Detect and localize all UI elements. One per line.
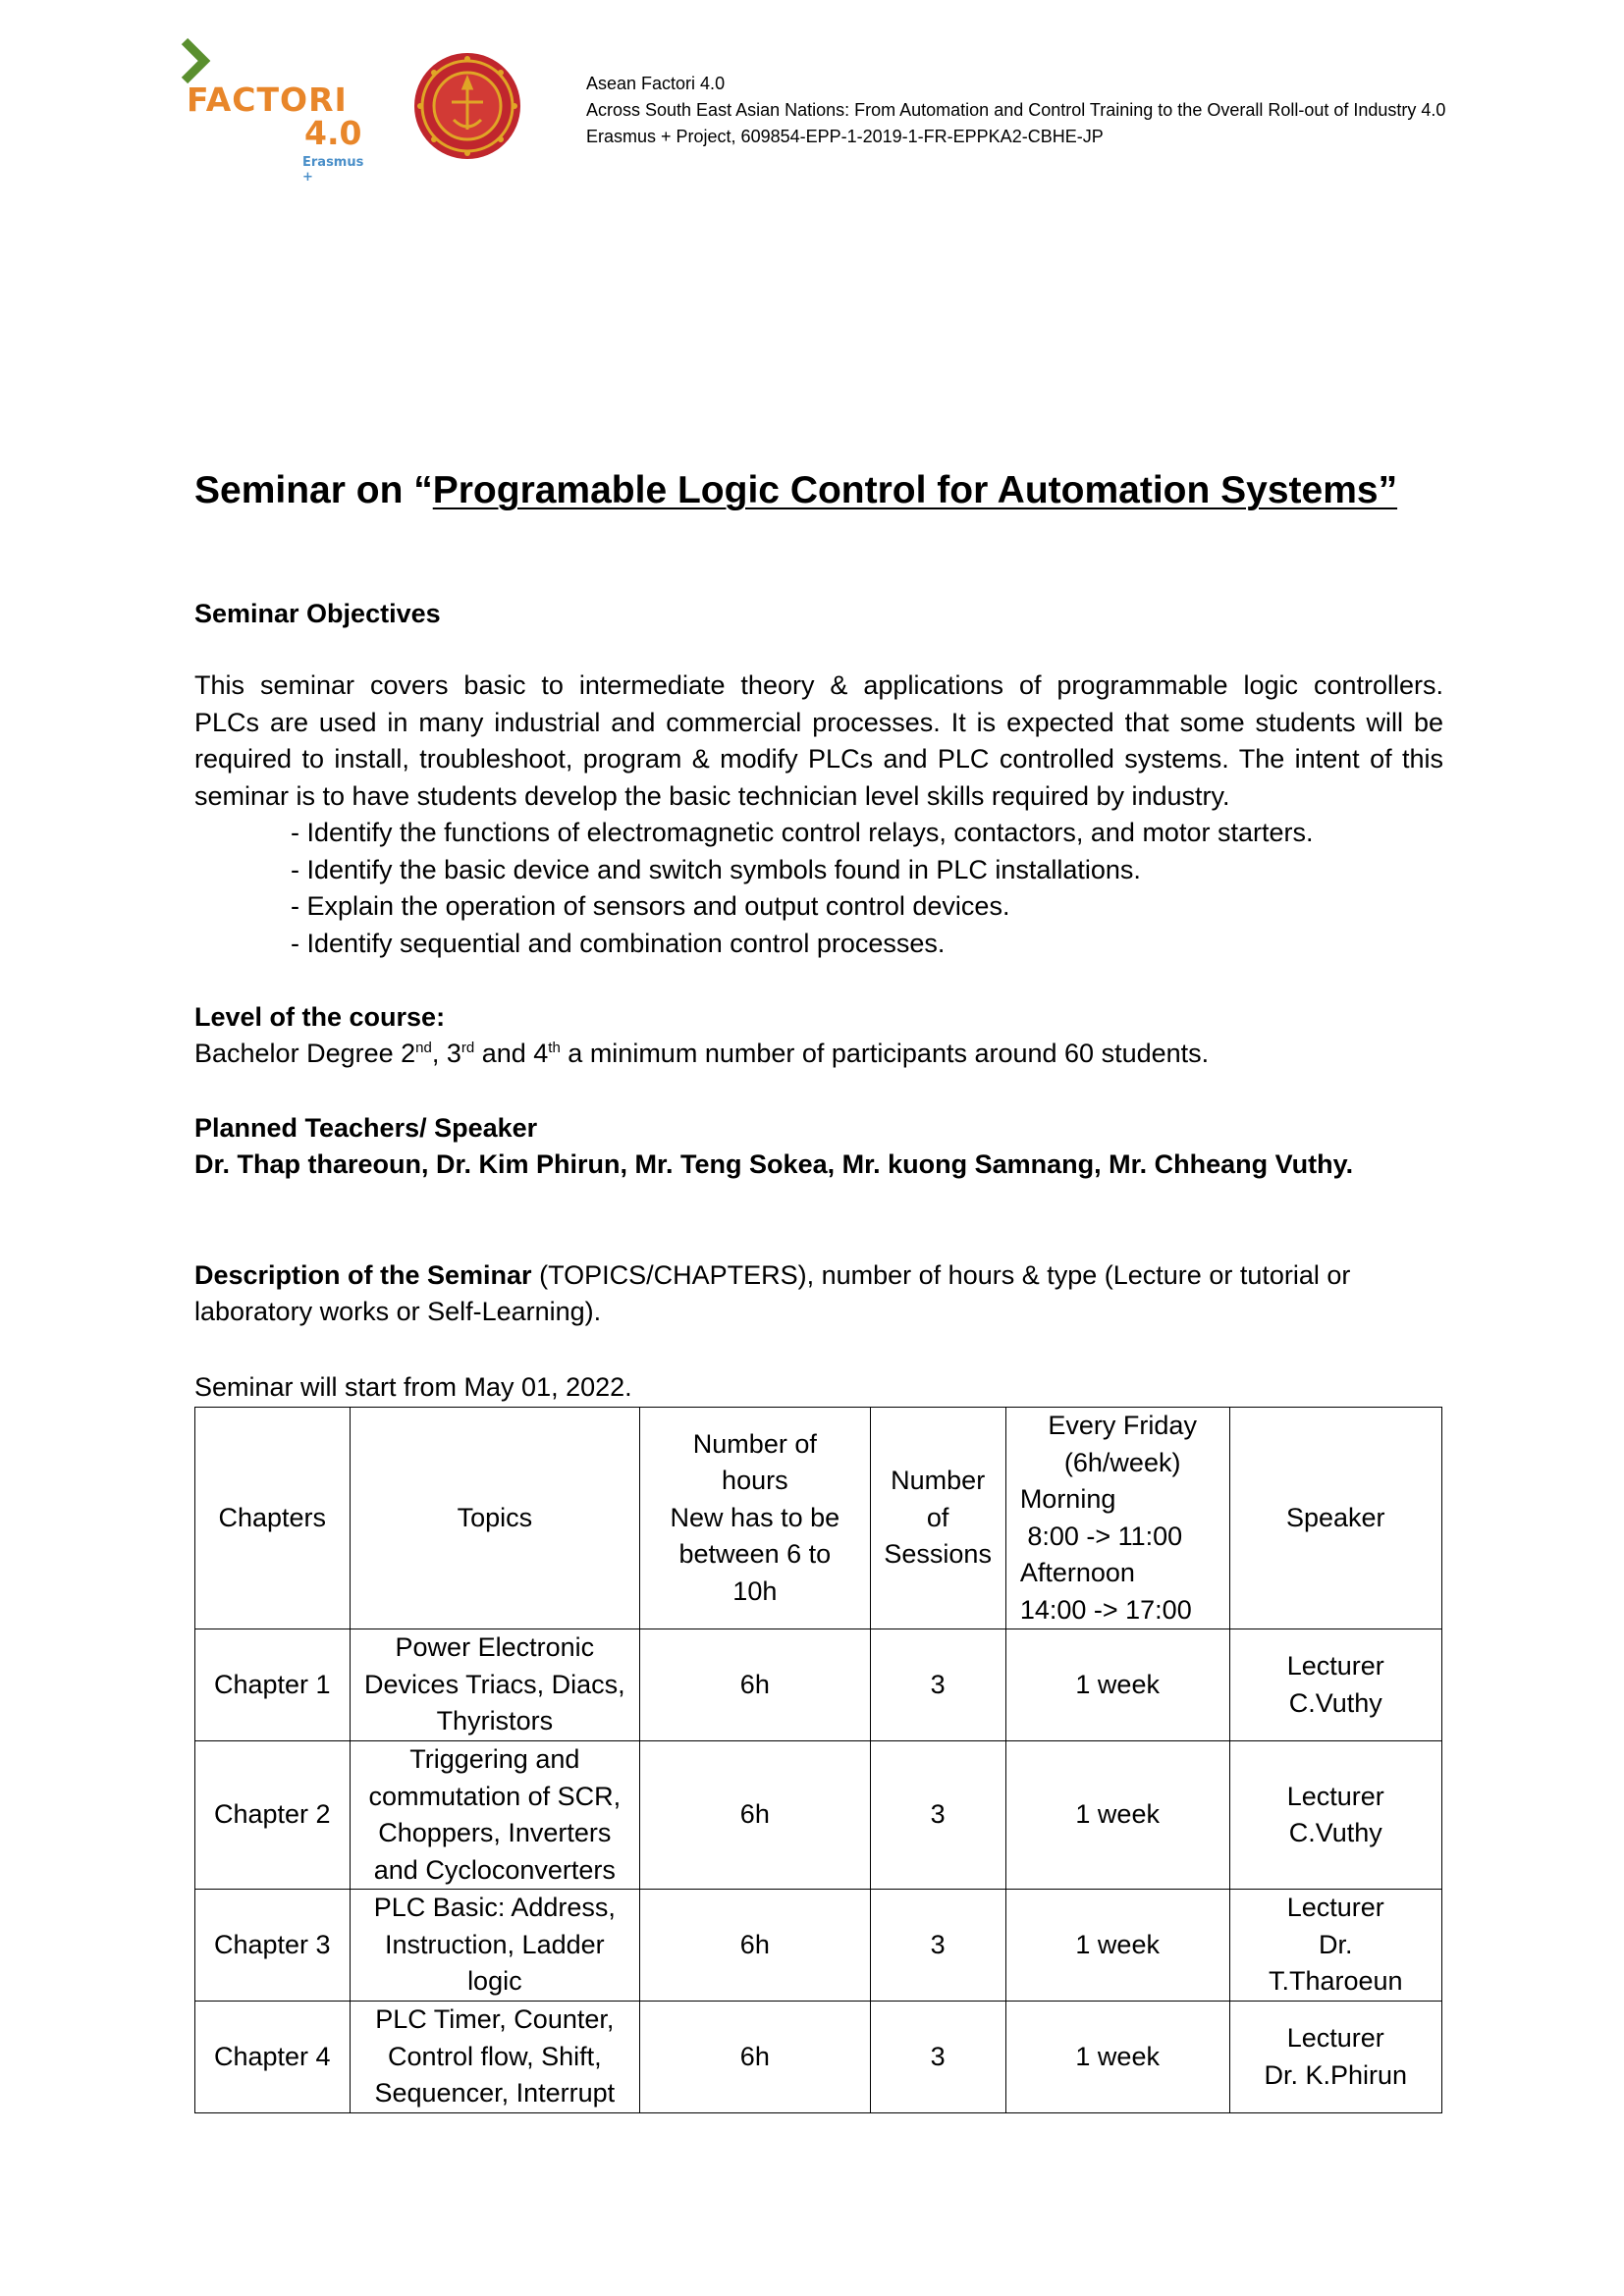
header-chapters: Chapters (195, 1408, 351, 1629)
cell-chapter: Chapter 4 (195, 2002, 351, 2113)
cell-chapter: Chapter 2 (195, 1741, 351, 1890)
chevron-right-icon (179, 37, 212, 84)
description-line: Description of the Seminar (TOPICS/CHAPTERS), number of hours & type (Lecture or tutorial or (194, 1260, 1351, 1290)
cell-speaker: Lecturer Dr. T.Tharoeun (1229, 1890, 1441, 2002)
schedule-table (194, 1407, 1442, 2113)
header-speaker: Speaker (1229, 1408, 1441, 1629)
cell-duration: 1 week (1005, 1741, 1229, 1890)
table-row (195, 1890, 1442, 2002)
cell-topic: Power Electronic Devices Triacs, Diacs, Thyristors (350, 1629, 640, 1741)
header-hours: Number of hours New has to be between 6 to 10h (640, 1408, 870, 1629)
start-date: Seminar will start from May 01, 2022. (194, 1372, 632, 1402)
cell-duration: 1 week (1005, 2002, 1229, 2113)
header-line: Asean Factori 4.0 (586, 74, 726, 93)
teachers-heading: Planned Teachers/ Speaker (194, 1113, 538, 1143)
teachers-names: Dr. Thap thareoun, Dr. Kim Phirun, Mr. Teng Sokea, Mr. kuong Samnang, Mr. Chheang Vuthy. (194, 1149, 1354, 1179)
cell-topic: PLC Basic: Address, Instruction, Ladder logic (350, 1890, 640, 2002)
cell-chapter: Chapter 1 (195, 1629, 351, 1741)
list-item: - Identify the basic device and switch symbols found in PLC installations. (291, 854, 1141, 884)
table-row (195, 1629, 1442, 1741)
objectives-paragraph (194, 667, 1443, 815)
title-main: Programable Logic Control for Automation Systems” (432, 469, 1398, 511)
paragraph-line: seminar is to have students develop the basic technician level skills required by industry. (194, 780, 1230, 811)
cell-hours: 6h (640, 2002, 870, 2113)
description-line: laboratory works or Self-Learning). (194, 1297, 602, 1326)
header-line: Across South East Asian Nations: From Automation and Control Training to the Overall Roll-out of Industry 4.0 (586, 100, 1446, 120)
project-header (586, 71, 1445, 150)
cell-duration: 1 week (1005, 1890, 1229, 2002)
level-text: Bachelor Degree 2nd, 3rd and 4th a minimum number of participants around 60 students. (194, 1039, 1210, 1068)
paragraph-line: This seminar covers basic to intermediate theory & applications of programmable logic controllers. (194, 670, 1443, 700)
cell-sessions: 3 (870, 2002, 1005, 2113)
institution-seal-icon (412, 51, 522, 161)
factori-logo (179, 35, 375, 185)
header-schedule: Every Friday (6h/week) Morning 8:00 -> 11:00 Afternoon 14:00 -> 17:00 (1005, 1408, 1229, 1629)
header-sessions: Number of Sessions (870, 1408, 1005, 1629)
logo-version: 4.0 (304, 114, 362, 152)
list-item: - Identify the functions of electromagnetic control relays, contactors, and motor starters. (291, 818, 1314, 847)
cell-sessions: 3 (870, 1629, 1005, 1741)
cell-speaker: Lecturer Dr. K.Phirun (1229, 2002, 1441, 2113)
cell-hours: 6h (640, 1741, 870, 1890)
header-line: Erasmus + Project, 609854-EPP-1-2019-1-FR-EPPKA2-CBHE-JP (586, 127, 1104, 146)
cell-chapter: Chapter 3 (195, 1890, 351, 2002)
cell-hours: 6h (640, 1629, 870, 1741)
cell-duration: 1 week (1005, 1629, 1229, 1741)
seminar-title (194, 469, 1397, 512)
cell-speaker: Lecturer C.Vuthy (1229, 1629, 1441, 1741)
paragraph-line: required to install, troubleshoot, program & modify PLCs and PLC controlled systems. The intent of this (194, 744, 1443, 774)
cell-topic: Triggering and commutation of SCR, Choppers, Inverters and Cycloconverters (350, 1741, 640, 1890)
cell-sessions: 3 (870, 1741, 1005, 1890)
list-item: - Explain the operation of sensors and output control devices. (291, 891, 1010, 921)
logo-word: FACTORI (187, 80, 348, 119)
cell-hours: 6h (640, 1890, 870, 2002)
cell-speaker: Lecturer C.Vuthy (1229, 1741, 1441, 1890)
list-item: - Identify sequential and combination control processes. (291, 928, 946, 958)
table-row (195, 2002, 1442, 2113)
objectives-heading: Seminar Objectives (194, 599, 441, 628)
logo-subtitle: Erasmus + (302, 155, 364, 185)
paragraph-line: PLCs are used in many industrial and commercial processes. It is expected that some students will be (194, 707, 1443, 737)
cell-sessions: 3 (870, 1890, 1005, 2002)
header-topics: Topics (350, 1408, 640, 1629)
objectives-list (291, 815, 1313, 962)
title-prefix: Seminar on “ (194, 469, 433, 511)
cell-topic: PLC Timer, Counter, Control flow, Shift, Sequencer, Interrupt (350, 2002, 640, 2113)
table-header-row (195, 1408, 1442, 1629)
table-row (195, 1741, 1442, 1890)
level-heading: Level of the course: (194, 1002, 446, 1032)
